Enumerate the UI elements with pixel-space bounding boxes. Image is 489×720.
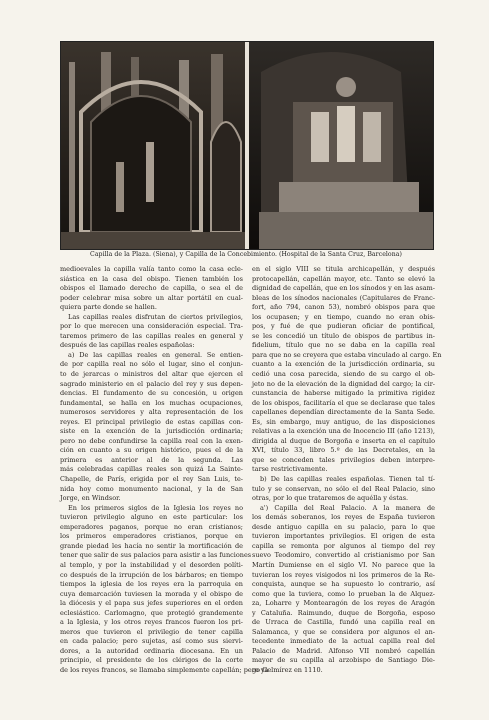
text-line: obispos el llamado derecho de capilla, o sea el de bbox=[60, 284, 243, 293]
text-line: de por capilla real no sólo el lugar, sino el conjun- bbox=[60, 360, 243, 369]
text-line: tuvieron importantes privilegios. El origen de esta bbox=[252, 532, 435, 541]
text-line: dores, a la autoridad ordinaria diocesana. En un bbox=[60, 646, 243, 655]
text-line: go Gelmírez en 1110. bbox=[252, 665, 323, 674]
text-line: nida hoy como monumento nacional, y la de San bbox=[60, 484, 243, 493]
text-line: quiera parte donde se hallen. bbox=[60, 303, 157, 312]
text-line: mayor de su capilla al arzobispo de Santiago Die- bbox=[252, 656, 435, 665]
chapel-photos-image bbox=[61, 42, 433, 249]
text-line: Es, sin embargo, muy antiguo, de las disposiciones bbox=[252, 417, 435, 426]
text-line: En los primeros siglos de la Iglesia los reyes no bbox=[68, 503, 243, 512]
text-line: jeto no de la elevación de la dignidad del cargo; la cir- bbox=[252, 379, 435, 388]
text-line: numerosos servidores y alta representación de los bbox=[60, 408, 243, 417]
text-line: tulo y se conservan, no sólo el del Real Palacio, sino bbox=[252, 484, 435, 493]
text-line: cunstancia de haberse mitigado la primitiva rigidez bbox=[252, 389, 435, 398]
text-line: b) De las capillas reales españolas. Tienen tal tí- bbox=[260, 475, 435, 484]
text-line: cedió una cosa parecida, siendo de su cargo el ob- bbox=[252, 370, 435, 379]
paragraph bbox=[252, 265, 442, 475]
text-line: de Urraca de Castilla, fundó una capilla real en bbox=[252, 618, 435, 627]
text-line: dignidad de capellán, que en los sínodos y en las asam- bbox=[252, 284, 435, 293]
text-line: tuvieran los reyes visigodos ni los primeros de la Re- bbox=[252, 570, 435, 579]
text-line: los primeros emperadores cristianos, porque en bbox=[60, 532, 243, 541]
text-line: Palacio de Madrid. Alfonso VII nombró capellán bbox=[252, 646, 435, 655]
text-line: como que la tuviera, como lo prueban la de Alquez- bbox=[252, 589, 435, 598]
text-line: co después de la irrupción de los bárbaros; en tiempo bbox=[60, 570, 243, 579]
text-line: pos, y fué de que pudieran oficiar de pontifical, bbox=[252, 322, 435, 331]
left-text-column bbox=[60, 265, 269, 676]
figure-photographs bbox=[60, 41, 434, 250]
text-line: cuya demarcación tuviesen la morada y el obispo de bbox=[60, 589, 243, 598]
text-line: protocapellán, capellán mayor, etc. Tanto se elevó la bbox=[252, 274, 435, 283]
text-line: grande piedad les hacía no sentir la mortificación de bbox=[60, 541, 243, 550]
text-line: capilla se remonta por algunos al tiempo del rey bbox=[252, 541, 435, 550]
text-line: pero no debe confundirse la capilla real con la exen- bbox=[60, 436, 243, 445]
text-line: Martín Dumiense en el siglo VI. No parece que la bbox=[252, 560, 435, 569]
text-line: a) De las capillas reales en general. Se entien- bbox=[68, 350, 243, 359]
text-line: tiempos la iglesia de los reyes era la parroquia en bbox=[60, 580, 243, 589]
text-line: siástica en la casa del obispo. Tienen también los bbox=[60, 274, 243, 283]
text-line: los demás soberanos, los reyes de España tuvieron bbox=[252, 513, 435, 522]
text-line: za, Loharre y Montearagón de los reyes de Aragón bbox=[252, 599, 435, 608]
text-line: después de las capillas reales españolas: bbox=[60, 341, 195, 350]
text-line: fort, año 794, canon 53), nombró obispos para que bbox=[252, 303, 435, 312]
text-line: conquista, aunque se ha supuesto lo contrario, así bbox=[252, 580, 435, 589]
text-line: más celebradas capillas reales son quizá La Sainte- bbox=[60, 465, 243, 474]
paragraph bbox=[252, 504, 435, 676]
text-line: fidelium, título que no se daba en la capilla real bbox=[252, 341, 435, 350]
text-line: se les concedió un título de obispos de partibus in- bbox=[252, 331, 435, 340]
text-line: a la Iglesia, y los otros reyes francos fueron los pri- bbox=[60, 618, 243, 627]
text-line: la diócesis y el papa sus jefes superiores en el orden bbox=[60, 599, 243, 608]
right-text-column bbox=[252, 265, 442, 676]
text-line: Chapelle, de París, erigida por el rey San Luis, te- bbox=[60, 475, 243, 484]
text-line: a') Capilla del Real Palacio. A la manera de bbox=[260, 503, 435, 512]
text-line: cuanto a la exención de la jurisdicción ordinaria, su bbox=[252, 360, 435, 369]
text-line: de los reyes francos, se llamaba simplemente capellán; pero ya bbox=[60, 665, 269, 674]
paragraph bbox=[60, 351, 243, 504]
text-line: ción en cuanto a su origen histórico, pues el de la bbox=[60, 446, 243, 455]
text-line: al templo, y por la instabilidad y el desorden políti- bbox=[60, 560, 243, 569]
text-line: medioevales la capilla valía tanto como la casa ecle- bbox=[60, 265, 243, 273]
text-line: de los obispos, facilitaría el que se declarase que tales bbox=[252, 398, 435, 407]
paragraph bbox=[60, 313, 243, 351]
text-line: que se conceden tales privilegios deben interpre- bbox=[252, 455, 435, 464]
paragraph bbox=[60, 503, 269, 676]
text-line: eclesiástico. Carlomagno, que protegió grandemente bbox=[60, 608, 243, 617]
text-line: en el siglo VIII se titula archicapellán, y después bbox=[252, 265, 435, 273]
text-line: en cada palacio; pero sujetas, así como sus siervi- bbox=[60, 637, 243, 646]
text-line: poder celebrar misa sobre un altar portátil en cual- bbox=[60, 293, 243, 302]
text-line: bleas de los sínodos nacionales (Capitulares de Franc- bbox=[252, 293, 435, 302]
paragraph bbox=[252, 475, 435, 504]
text-line: Las capillas reales disfrutan de ciertos privilegios, bbox=[68, 312, 243, 321]
paragraph bbox=[60, 265, 243, 313]
text-line: reyes. El principal privilegio de estas capillas con- bbox=[60, 417, 243, 426]
text-line: tener que salir de sus palacios para asistir a las funciones bbox=[60, 551, 252, 560]
text-line: los ocupasen; y en tiempo, cuando no eran obis- bbox=[252, 312, 435, 321]
text-line: tecedente inmediato de la actual capilla real del bbox=[252, 637, 435, 646]
text-line: tuvieron privilegio alguno en este particular: los bbox=[60, 513, 243, 522]
text-line: para que no se creyera que estaba vinculado al cargo. En bbox=[252, 350, 442, 359]
text-line: relativas a la exención una de Inocencio III (año 1213), bbox=[252, 427, 435, 436]
text-line: Jorge, en Windsor. bbox=[60, 494, 121, 503]
text-line: fundamental, se halla en los muchas ocupaciones, bbox=[60, 398, 243, 407]
text-line: meros que tuvieron el privilegio de tener capilla bbox=[60, 627, 243, 636]
text-line: principio, el presidente de los clérigos de la corte bbox=[60, 656, 243, 665]
text-line: to de jerarcas o ministros del altar que ejercen el bbox=[60, 370, 243, 379]
text-line: suevo Teodomiro, convertido al cristianismo por San bbox=[252, 551, 435, 560]
text-line: y Cataluña. Raimundo, duque de Borgoña, esposo bbox=[252, 608, 435, 617]
figure-caption: Capilla de la Plaza. (Siena), y Capilla de la Concebimiento. (Hospital de la Santa Cruz, Barcelona) bbox=[90, 251, 402, 258]
text-line: XVI, título 33, libro 5.º de las Decretales, en la bbox=[252, 446, 435, 455]
text-line: taremos primero de las capillas reales en general y bbox=[60, 331, 243, 340]
text-line: dirigida al duque de Borgoña e inserta en el capítulo bbox=[252, 436, 435, 445]
text-line: por lo que merecen una consideración especial. Tra- bbox=[60, 322, 243, 331]
text-line: siste en la exención de la jurisdicción ordinaria; bbox=[60, 427, 243, 436]
text-line: emperadores paganos, porque no eran cristianos; bbox=[60, 522, 243, 531]
text-line: tarse restrictivamente. bbox=[252, 465, 328, 474]
text-line: Salamanca, y que se considera por algunos el an- bbox=[252, 627, 435, 636]
text-line: otras, por lo que trataremos de aquélla y éstas. bbox=[252, 494, 409, 503]
text-line: sagrado ministerio en el palacio del rey y sus depen- bbox=[60, 379, 243, 388]
text-line: capellanes dependían directamente de la Santa Sede. bbox=[252, 408, 435, 417]
text-line: dencias. El fundamento de su concesión, u origen bbox=[60, 389, 243, 398]
text-line: primera es anterior al de la segunda. Las bbox=[60, 455, 243, 464]
text-line: desde antiguo capilla en su palacio, para lo que bbox=[252, 522, 435, 531]
